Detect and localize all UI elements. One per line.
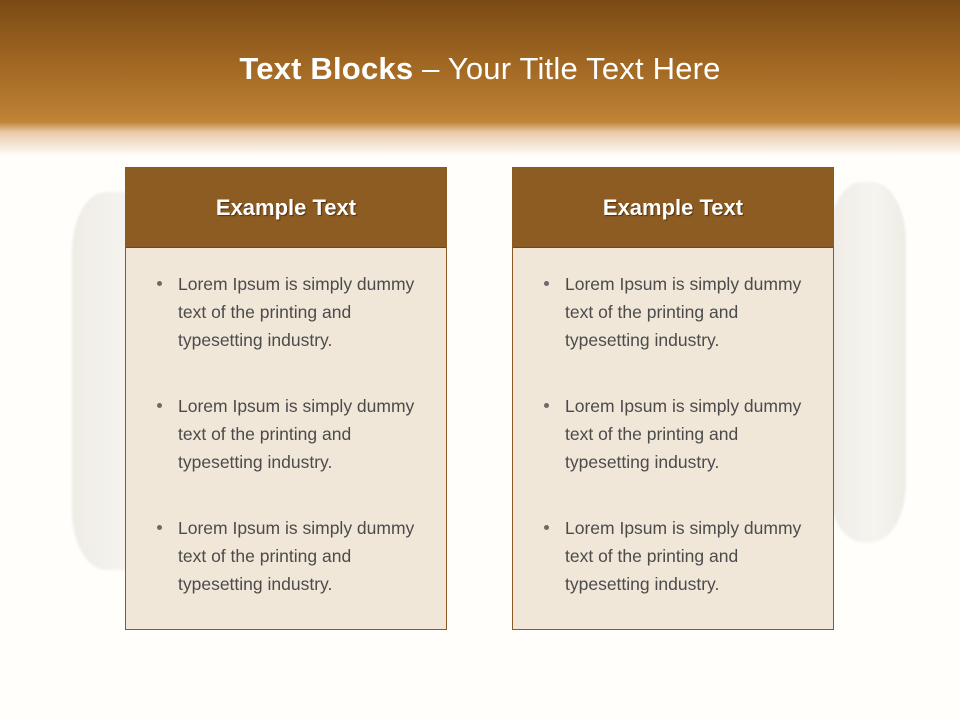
list-item-text: Lorem Ipsum is simply dummy text of the printing and typesetting industry. — [178, 274, 415, 350]
bullet-dot-icon — [157, 525, 162, 530]
list-item-text: Lorem Ipsum is simply dummy text of the printing and typesetting industry. — [178, 518, 415, 594]
bullet-dot-icon — [544, 403, 549, 408]
text-block-2-body — [513, 248, 833, 629]
page-title-separator: – — [413, 51, 448, 86]
list-item — [527, 514, 819, 598]
bullet-dot-icon — [544, 281, 549, 286]
text-block-1 — [125, 167, 447, 630]
list-item — [527, 392, 819, 476]
list-item-text: Lorem Ipsum is simply dummy text of the printing and typesetting industry. — [565, 274, 802, 350]
text-block-2 — [512, 167, 834, 630]
bullet-dot-icon — [157, 403, 162, 408]
text-block-1-header — [126, 168, 446, 248]
list-item-text: Lorem Ipsum is simply dummy text of the printing and typesetting industry. — [565, 396, 802, 472]
text-block-1-bullet-list — [140, 270, 432, 598]
text-block-1-heading: Example Text — [215, 194, 357, 220]
list-item — [527, 270, 819, 354]
bullet-dot-icon — [157, 281, 162, 286]
list-item-text: Lorem Ipsum is simply dummy text of the printing and typesetting industry. — [565, 518, 802, 594]
list-item — [140, 270, 432, 354]
text-block-2-header — [513, 168, 833, 248]
text-block-2-bullet-list — [527, 270, 819, 598]
text-block-2-heading: Example Text — [602, 194, 744, 220]
list-item — [140, 392, 432, 476]
list-item-text: Lorem Ipsum is simply dummy text of the printing and typesetting industry. — [178, 396, 415, 472]
page-title — [0, 50, 960, 88]
bullet-dot-icon — [544, 525, 549, 530]
page-title-strong: Text Blocks — [239, 51, 414, 86]
title-banner-fade — [0, 122, 960, 156]
brush-stroke-right-decoration — [828, 182, 906, 542]
text-block-1-body — [126, 248, 446, 629]
page-title-light: Your Title Text Here — [447, 51, 721, 86]
list-item — [140, 514, 432, 598]
